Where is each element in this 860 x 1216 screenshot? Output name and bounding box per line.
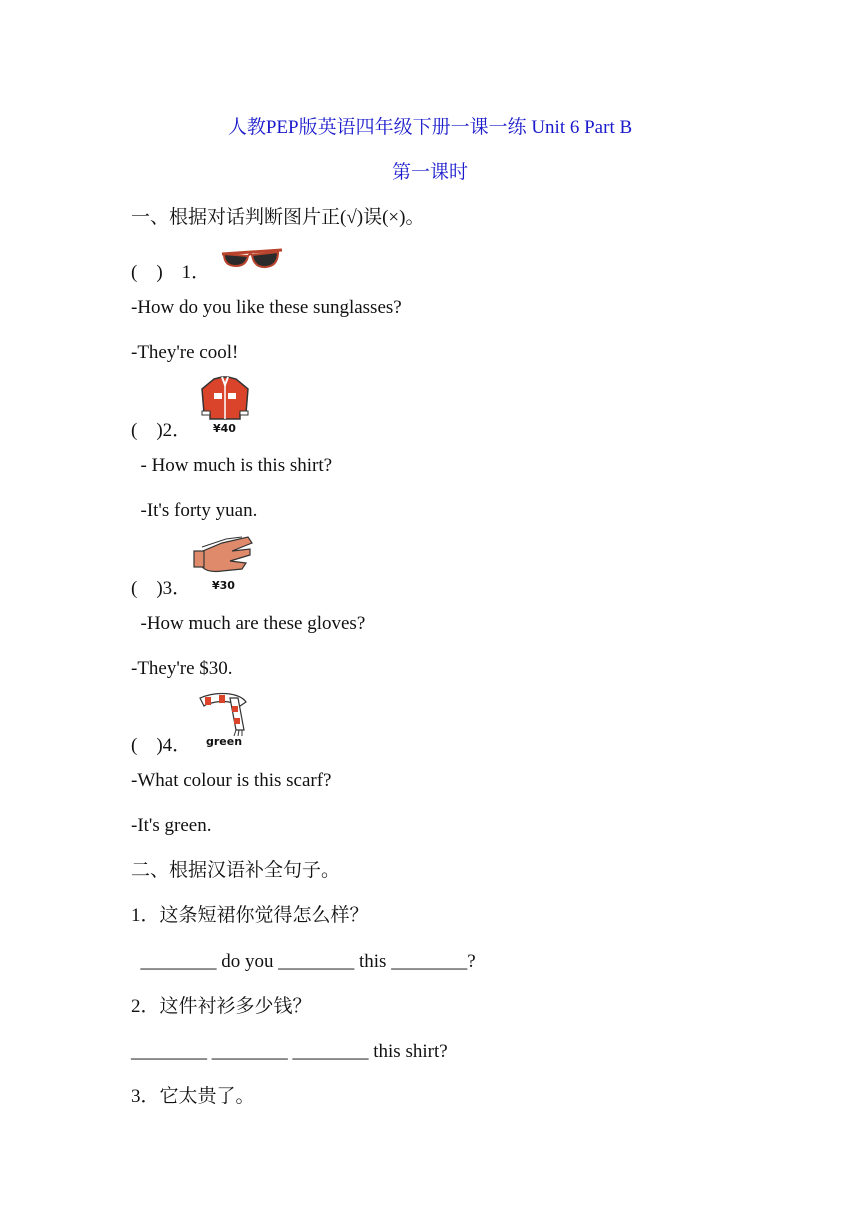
gloves-icon xyxy=(192,533,258,593)
item4-answer: -It's green. xyxy=(131,815,212,836)
item2-question: - How much is this shirt? xyxy=(131,455,333,476)
item1-answer: -They're cool! xyxy=(131,342,239,363)
shirt-icon xyxy=(198,375,252,435)
item1-number: ( ) 1． xyxy=(131,262,211,283)
part2-item1-chinese: 1．这条短裙你觉得怎么样？ xyxy=(131,905,369,926)
scarf-colour-tag: green xyxy=(206,735,243,748)
item4-number: ( )4． xyxy=(131,735,192,756)
part2-item2-chinese: 2．这件衬衫多少钱？ xyxy=(131,996,312,1017)
part1-heading: 一、根据对话判断图片正(√)误(×)。 xyxy=(131,207,425,228)
item1-question: -How do you like these sunglasses? xyxy=(131,297,402,318)
part2-item1-blank-sentence: ________ do you ________ this ________? xyxy=(131,951,476,972)
item2-number: ( )2． xyxy=(131,420,192,441)
item4-question: -What colour is this scarf? xyxy=(131,770,332,791)
item3-question: -How much are these gloves? xyxy=(131,613,366,634)
part2-item3-chinese: 3．它太贵了。 xyxy=(131,1086,255,1107)
document-title: 人教PEP版英语四年级下册一课一练 Unit 6 Part B xyxy=(227,117,633,138)
sunglasses-icon xyxy=(220,248,284,276)
shirt-price-tag: ¥40 xyxy=(213,422,236,435)
part2-heading: 二、根据汉语补全句子。 xyxy=(131,860,341,881)
lesson-subtitle: 第一课时 xyxy=(391,162,468,183)
gloves-price-tag: ¥30 xyxy=(212,579,235,592)
item2-answer: -It's forty yuan. xyxy=(131,500,258,521)
item3-answer: -They're $30. xyxy=(131,658,233,679)
part2-item2-blank-sentence: ________ ________ ________ this shirt? xyxy=(131,1041,448,1062)
item3-number: ( )3． xyxy=(131,578,192,599)
scarf-icon xyxy=(196,690,254,750)
